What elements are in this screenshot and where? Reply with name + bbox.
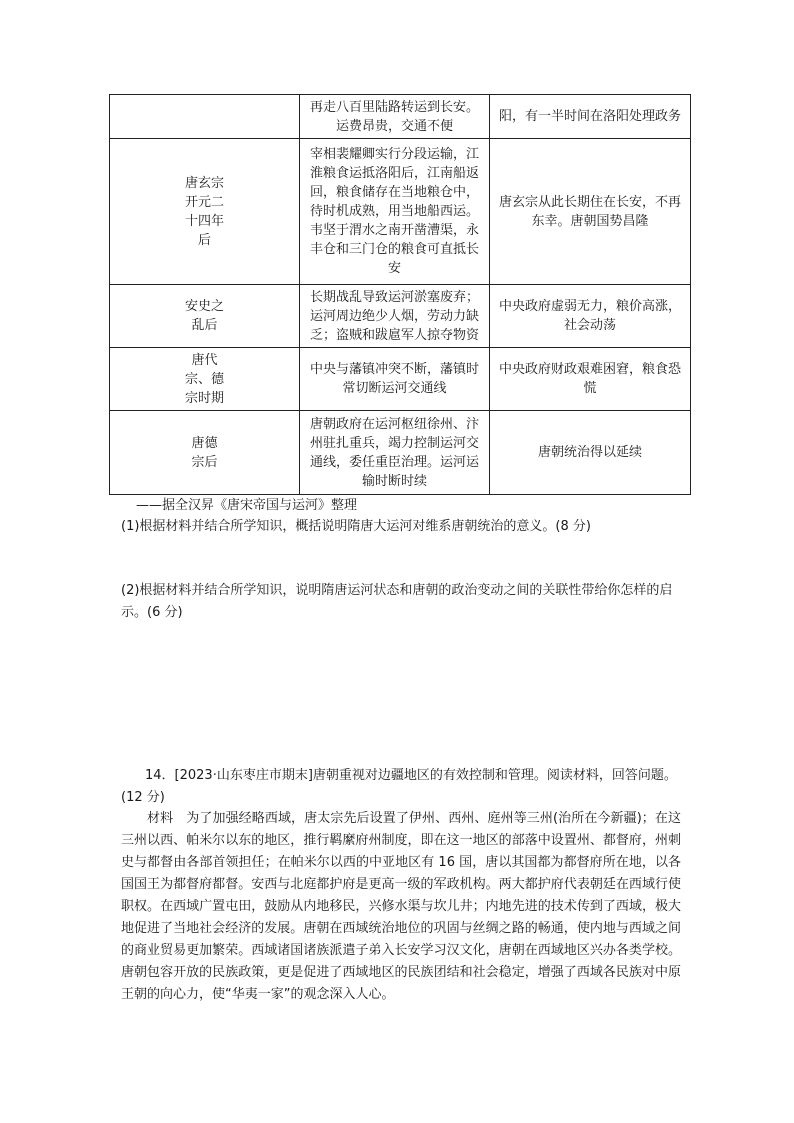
- political-effect-cell: 中央政府虚弱无力，粮价高涨，社会动荡: [490, 285, 691, 348]
- period-line: 开元二: [184, 194, 224, 210]
- question-1: (1)根据材料并结合所学知识，概括说明隋唐大运河对维系唐朝统治的意义。(8 分): [121, 519, 591, 534]
- period-cell: [110, 348, 300, 411]
- period-line: 宗、德: [184, 371, 224, 387]
- canal-status-cell: 长期战乱导致运河淤塞废弃；运河周边绝少人烟，劳动力缺乏；盗贼和跋扈军人掠夺物资: [300, 285, 490, 348]
- period-cell: [110, 411, 300, 495]
- period-line: 乱后: [191, 318, 218, 333]
- table-row: [110, 95, 691, 139]
- canal-status-cell: 唐朝政府在运河枢纽徐州、汴州驻扎重兵，竭力控制运河交通线，委任重臣治理。运河运输时断时续: [300, 411, 490, 495]
- period-line: 唐代: [191, 352, 218, 368]
- political-effect-cell: 唐玄宗从此长期住在长安，不再东幸。唐朝国势昌隆: [490, 139, 691, 285]
- source-citation: ——据全汉昇《唐宋帝国与运河》整理: [136, 498, 358, 513]
- canal-status-cell: 再走八百里陆路转运到长安。运费昂贵，交通不便: [300, 95, 490, 139]
- period-line: 唐德: [191, 435, 218, 451]
- table-row: [110, 348, 691, 411]
- political-effect-cell: 唐朝统治得以延续: [490, 411, 691, 495]
- period-line: 宗时期: [184, 390, 224, 406]
- question-14-heading: 14．[2023·山东枣庄市期末]唐朝重视对边疆地区的有效控制和管理。阅读材料，回答问题。(12 分): [121, 768, 677, 805]
- political-effect-cell: 中央政府财政艰难困窘，粮食恐慌: [490, 348, 691, 411]
- political-effect-cell: 阳，有一半时间在洛阳处理政务: [490, 95, 691, 139]
- table-row: [110, 411, 691, 495]
- canal-status-cell: 宰相裴耀卿实行分段运输，江淮粮食运抵洛阳后，江南船返回，粮食储存在当地粮仓中，待时机成熟，用当地船西运。韦坚于渭水之南开凿漕渠，永丰仓和三门仓的粮食可直抵长安: [300, 139, 490, 285]
- period-cell: [110, 139, 300, 285]
- period-cell: [110, 95, 300, 139]
- period-line: 后: [197, 232, 211, 248]
- period-cell: [110, 285, 300, 348]
- canal-history-table: [109, 94, 691, 495]
- period-line: 安史之: [184, 299, 224, 314]
- period-line: 十四年: [184, 213, 224, 229]
- table-row: [110, 139, 691, 285]
- material-passage: 材料 为了加强经略西域，唐太宗先后设置了伊州、西州、庭州等三州(治所在今新疆)；在这三州以西、帕米尔以东的地区，推行羁縻府州制度，即在这一地区的部落中设置州、都督府，州刺史与都督由各部首领担任；在帕米尔以西的中亚地区有 16 国，唐以其国都为都督府所在地，以各国国王为都督府都督。安西与北庭都护府是更高一级的军政机构。两大都护府代表朝廷在西域行使职权。在西域广置屯田，鼓励从内地移民，兴修水渠与坎儿井；内地先进的技术传到了西域，极大地促进了当地社会经济的发展。唐朝在西域统治地位的巩固与丝绸之路的畅通，使内地与西域之间的商业贸易更加繁荣。西域诸国诸族派遣子弟入长安学习汉文化，唐朝在西域地区兴办各类学校。唐朝包容开放的民族政策，更是促进了西域地区的民族团结和社会稳定，增强了西域各民族对中原王朝的向心力，使“华夷一家”的观念深入人心。: [121, 811, 681, 1002]
- period-line: 宗后: [191, 454, 218, 470]
- period-line: 唐玄宗: [184, 175, 224, 191]
- table-row: [110, 285, 691, 348]
- question-2: (2)根据材料并结合所学知识，说明隋唐运河状态和唐朝的政治变动之间的关联性带给你怎样的启示。(6 分): [121, 583, 673, 620]
- canal-status-cell: 中央与藩镇冲突不断，藩镇时常切断运河交通线: [300, 348, 490, 411]
